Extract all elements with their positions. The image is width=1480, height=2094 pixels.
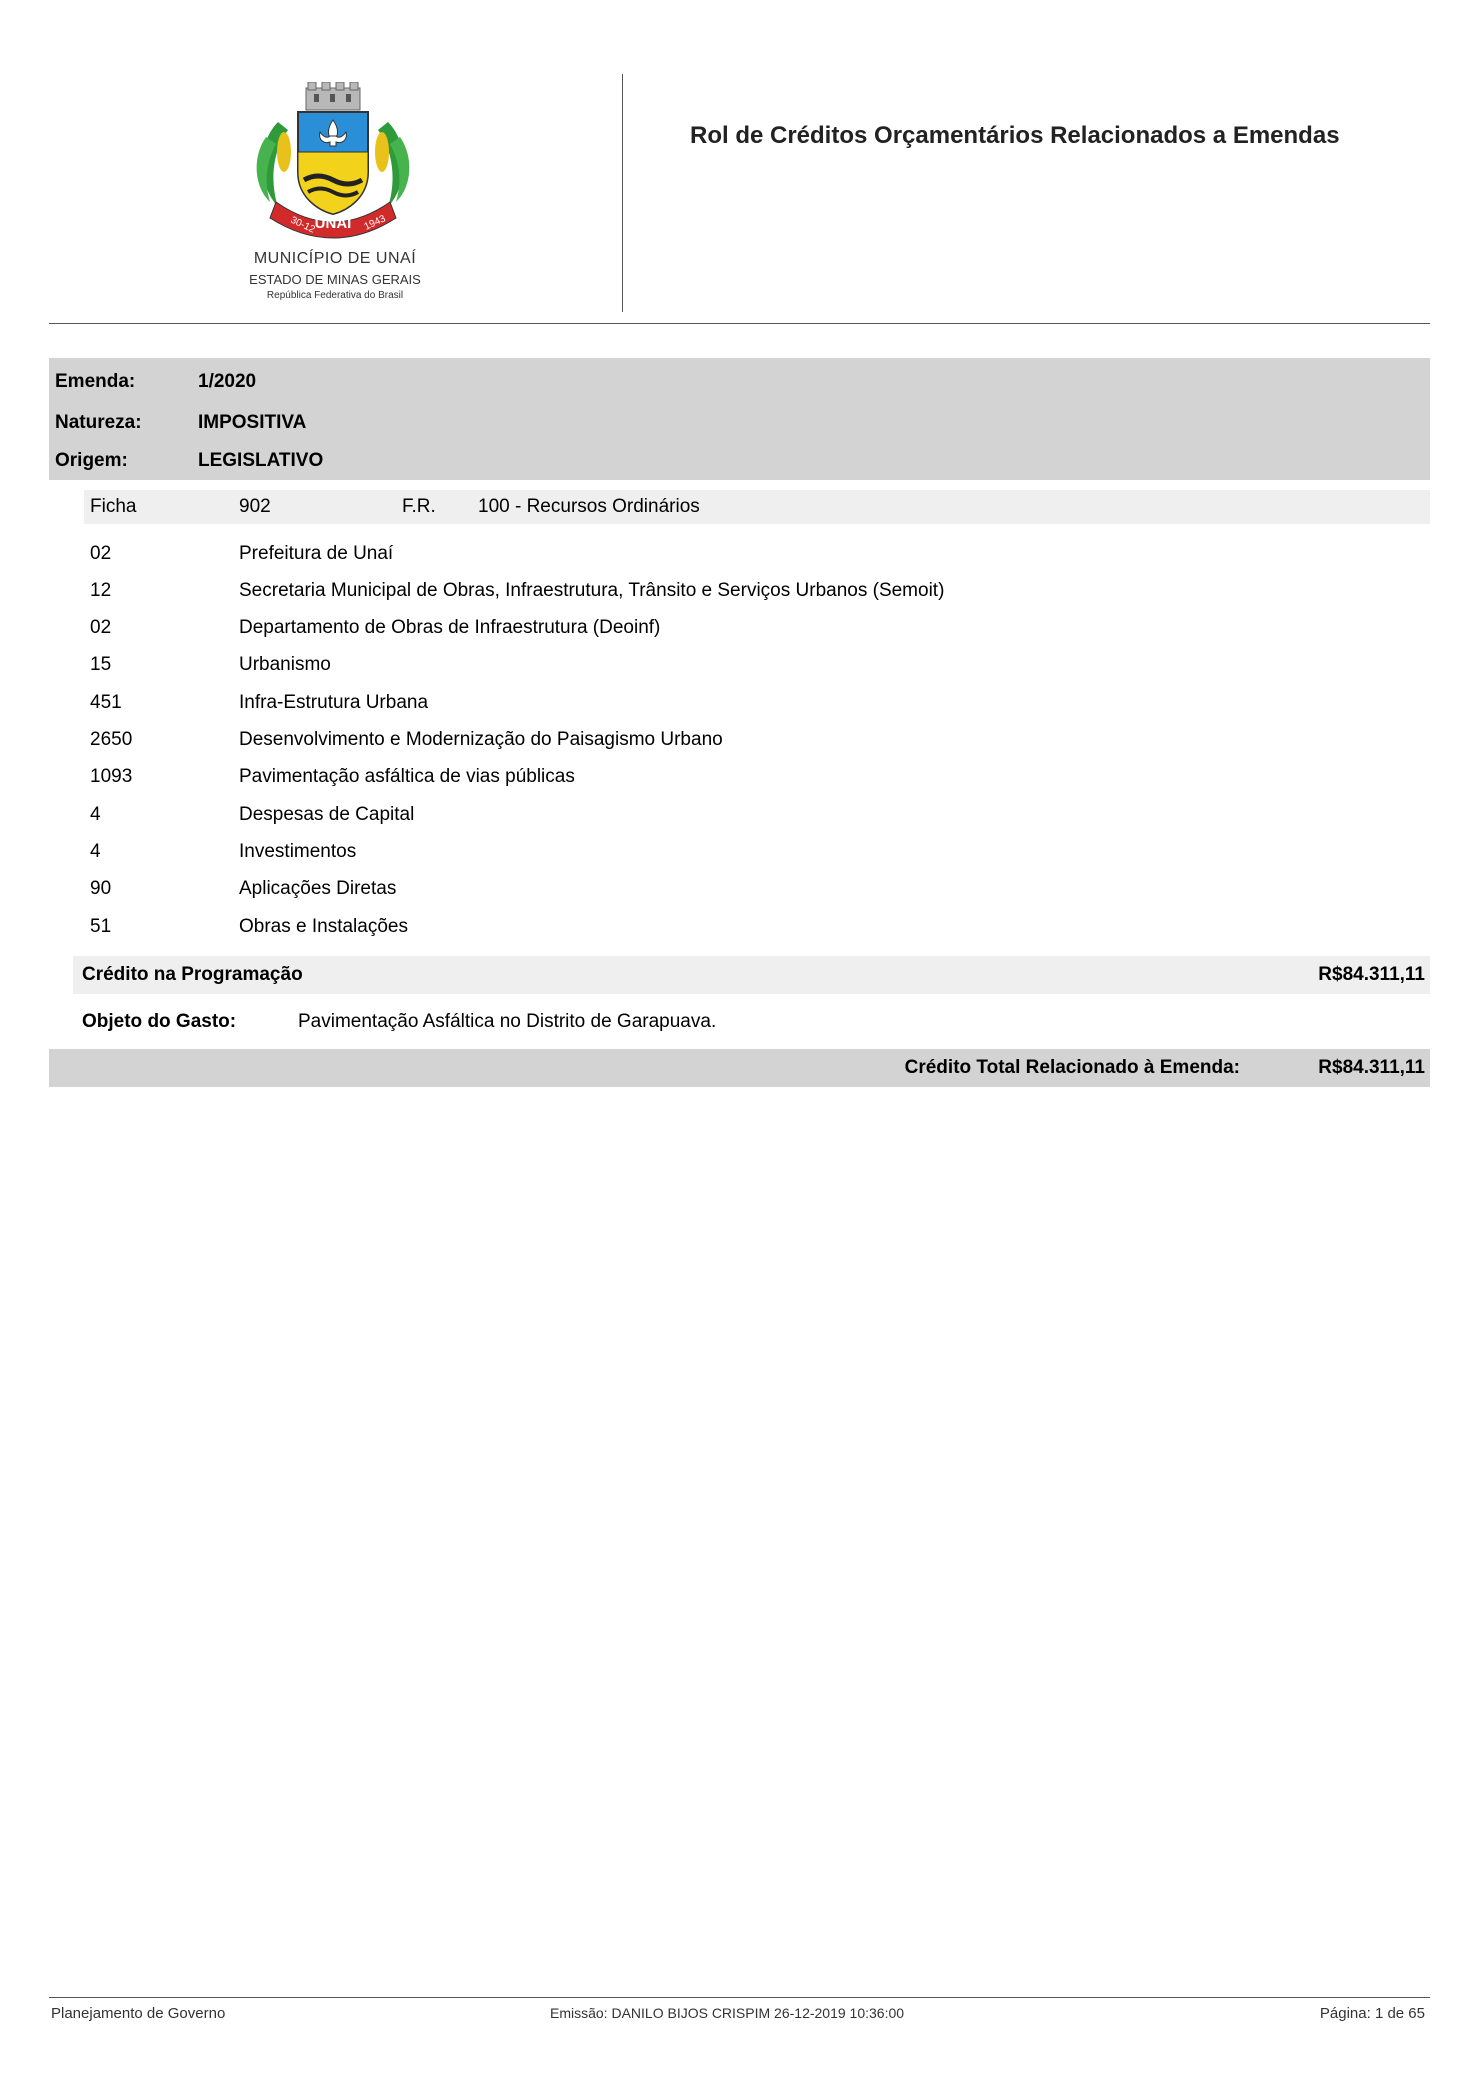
seal-banner-text: UNAÍ xyxy=(314,215,352,232)
fr-value: 100 - Recursos Ordinários xyxy=(478,496,700,517)
credito-label: Crédito na Programação xyxy=(82,964,303,985)
row-code: 15 xyxy=(90,654,112,675)
row-desc: Investimentos xyxy=(239,841,357,862)
row-code: 02 xyxy=(90,543,112,564)
row-desc: Aplicações Diretas xyxy=(239,878,397,899)
total-value: R$84.311,11 xyxy=(1318,1057,1425,1078)
origem-value: LEGISLATIVO xyxy=(198,450,324,471)
row-desc: Pavimentação asfáltica de vias públicas xyxy=(239,766,575,787)
natureza-value: IMPOSITIVA xyxy=(198,412,307,433)
row-code: 4 xyxy=(90,841,101,862)
row-desc: Prefeitura de Unaí xyxy=(239,543,394,564)
seal-left-date: 30-12 xyxy=(288,214,317,236)
row-desc: Despesas de Capital xyxy=(239,804,415,825)
municipality-name: MUNICÍPIO DE UNAÍ xyxy=(253,250,417,267)
page-title: Rol de Créditos Orçamentários Relacionados a Emendas xyxy=(690,122,1340,149)
row-code: 90 xyxy=(90,878,112,899)
row-desc: Departamento de Obras de Infraestrutura (Deoinf) xyxy=(239,617,661,638)
objeto-label: Objeto do Gasto: xyxy=(82,1011,237,1032)
footer-page-number: Página: 1 de 65 xyxy=(1319,2005,1425,2022)
row-desc: Obras e Instalações xyxy=(239,916,408,937)
seal-right-date: 1943 xyxy=(362,213,388,233)
republic-name: República Federativa do Brasil xyxy=(266,290,404,301)
origem-label: Origem: xyxy=(55,450,128,471)
header-divider xyxy=(622,74,623,312)
row-desc: Infra-Estrutura Urbana xyxy=(239,692,429,713)
fr-label: F.R. xyxy=(402,496,436,517)
state-name: ESTADO DE MINAS GERAIS xyxy=(249,272,421,287)
row-code: 451 xyxy=(90,692,122,713)
total-label: Crédito Total Relacionado à Emenda: xyxy=(904,1057,1240,1078)
row-desc: Desenvolvimento e Modernização do Paisagismo Urbano xyxy=(239,729,723,750)
footer-department: Planejamento de Governo xyxy=(51,2005,226,2022)
row-code: 4 xyxy=(90,804,101,825)
ficha-number: 902 xyxy=(239,496,271,517)
row-code: 2650 xyxy=(90,729,133,750)
row-code: 02 xyxy=(90,617,112,638)
row-code: 1093 xyxy=(90,766,133,787)
header-rule xyxy=(49,323,1430,324)
ficha-label: Ficha xyxy=(90,496,137,517)
emenda-label: Emenda: xyxy=(55,371,136,392)
row-desc: Urbanismo xyxy=(239,654,331,675)
objeto-value: Pavimentação Asfáltica no Distrito de Garapuava. xyxy=(298,1011,717,1032)
emenda-value: 1/2020 xyxy=(198,371,257,392)
natureza-label: Natureza: xyxy=(55,412,142,433)
row-code: 12 xyxy=(90,580,112,601)
row-desc: Secretaria Municipal de Obras, Infraestrutura, Trânsito e Serviços Urbanos (Semoit) xyxy=(239,580,945,601)
coat-of-arms xyxy=(248,82,418,247)
footer-rule xyxy=(49,1997,1430,1998)
row-code: 51 xyxy=(90,916,112,937)
credito-value: R$84.311,11 xyxy=(1318,964,1425,985)
ficha-band xyxy=(84,490,1430,524)
footer-emission: Emissão: DANILO BIJOS CRISPIM 26-12-2019 10:36:00 xyxy=(550,2005,905,2021)
